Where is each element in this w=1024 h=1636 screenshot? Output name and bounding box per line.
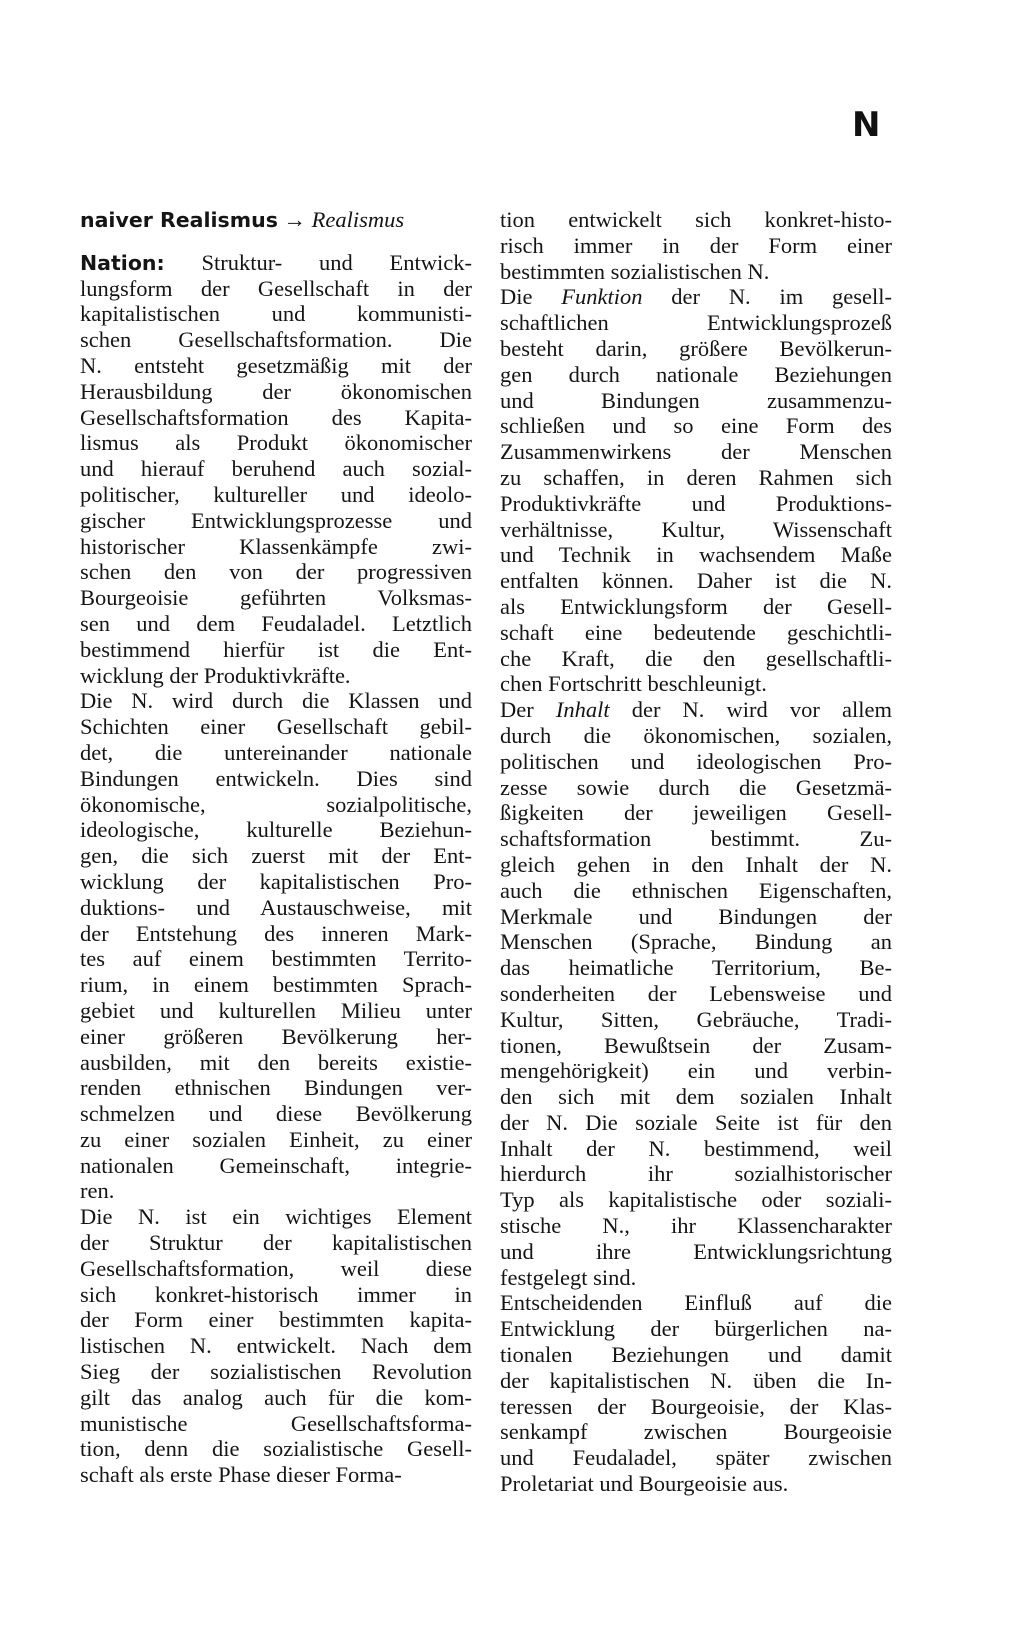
text-segment: gen durch nationale Beziehungen <box>500 361 892 387</box>
text-segment: Gesellschaftsformation, weil diese <box>80 1255 472 1281</box>
left-text-line <box>80 1256 472 1282</box>
text-segment: besteht darin, größere Bevölkerun- <box>500 335 892 361</box>
text-segment: Der <box>500 697 556 723</box>
text-segment: das heimatliche Territorium, Be- <box>500 955 892 981</box>
text-segment: schen Gesellschaftsformation. Die <box>80 327 472 353</box>
right-text-line <box>500 1058 892 1084</box>
right-text-line <box>500 723 892 749</box>
text-segment: gleich gehen in den Inhalt der N. <box>500 851 892 877</box>
text-segment: der kapitalistischen N. üben die In- <box>500 1367 892 1393</box>
left-text-line <box>80 688 472 714</box>
emphasized-term: Inhalt <box>555 697 610 723</box>
text-segment: mengehörigkeit) ein und verbin- <box>500 1058 892 1084</box>
text-segment: senkampf zwischen Bourgeoisie <box>500 1419 892 1445</box>
right-text-line <box>500 1161 892 1187</box>
left-text-line <box>80 792 472 818</box>
text-segment: ausbilden, mit den bereits existie- <box>80 1049 472 1075</box>
left-text-line <box>80 276 472 302</box>
text-segment: auch die ethnischen Eigenschaften, <box>500 877 892 903</box>
text-segment: tion entwickelt sich konkret-histo- <box>500 207 892 232</box>
left-text-line <box>80 1385 472 1411</box>
text-segment: und ihre Entwicklungsrichtung <box>500 1238 892 1264</box>
left-text-line <box>80 430 472 456</box>
text-segment: bestimmend hierfür ist die Ent- <box>80 636 472 662</box>
text-segment: zu schaffen, in deren Rahmen sich <box>500 464 892 490</box>
right-text-line <box>500 233 892 259</box>
entry-spacer <box>80 233 472 250</box>
right-text-line <box>500 826 892 852</box>
text-segment: historischer Klassenkämpfe zwi- <box>80 533 472 559</box>
left-text-line <box>80 740 472 766</box>
right-text-line <box>500 542 892 568</box>
text-segment: schließen und so eine Form des <box>500 413 892 439</box>
right-text-line <box>500 904 892 930</box>
text-segment: Zusammenwirkens der Menschen <box>500 439 892 465</box>
right-text-line <box>500 1213 892 1239</box>
left-text-line <box>80 1230 472 1256</box>
section-letter: N <box>852 105 881 145</box>
text-segment: Typ als kapitalistische oder soziali- <box>500 1187 892 1213</box>
right-text-line <box>500 1007 892 1033</box>
text-segment: festgelegt sind. <box>500 1264 637 1290</box>
text-segment: Menschen (Sprache, Bindung an <box>500 929 892 955</box>
emphasized-term: Funktion <box>561 284 643 310</box>
right-text-line <box>500 259 892 285</box>
left-text-line <box>80 405 472 431</box>
right-text-line <box>500 981 892 1007</box>
text-segment: gilt das analog auch für die kom- <box>80 1384 472 1410</box>
text-segment: der Form einer bestimmten kapita- <box>80 1307 472 1333</box>
text-segment: Die N. wird durch die Klassen und <box>80 688 472 714</box>
text-segment: politischer, kultureller und ideolo- <box>80 481 472 507</box>
text-segment: wicklung der kapitalistischen Pro- <box>80 868 472 894</box>
left-text-line <box>80 1411 472 1437</box>
left-text-line <box>80 250 472 276</box>
left-text-line <box>80 379 472 405</box>
text-segment: tionen, Bewußtsein der Zusam- <box>500 1032 892 1058</box>
right-text-line <box>500 413 892 439</box>
right-text-line <box>500 362 892 388</box>
text-segment: schaft eine bedeutende geschichtli- <box>500 619 892 645</box>
text-segment: Schichten einer Gesellschaft gebil- <box>80 714 472 740</box>
text-segment: schen den von der progressiven <box>80 559 472 585</box>
right-text-line <box>500 955 892 981</box>
left-text-line <box>80 843 472 869</box>
right-text-line <box>500 671 892 697</box>
text-segment: Bourgeoisie geführten Volksmas- <box>80 585 472 611</box>
text-segment: als Entwicklungsform der Gesell- <box>500 593 892 619</box>
text-segment: chen Fortschritt beschleunigt. <box>500 671 767 697</box>
right-text-line <box>500 697 892 723</box>
left-text-line <box>80 972 472 998</box>
text-segment: der Struktur der kapitalistischen <box>80 1230 472 1256</box>
left-text-line <box>80 1359 472 1385</box>
text-segment: Die N. ist ein wichtiges Element <box>80 1204 472 1230</box>
right-text-line <box>500 1187 892 1213</box>
text-segment: rium, in einem bestimmten Sprach- <box>80 972 472 998</box>
left-text-line <box>80 585 472 611</box>
left-text-line <box>80 663 472 689</box>
text-segment: lismus als Produkt ökonomischer <box>80 430 472 456</box>
left-text-line <box>80 817 472 843</box>
text-segment: den sich mit dem sozialen Inhalt <box>500 1084 892 1110</box>
text-segment: ideologische, kulturelle Beziehun- <box>80 817 472 843</box>
text-segment: zesse sowie durch die Gesetzmä- <box>500 774 892 800</box>
text-segment: N. entsteht gesetzmäßig mit der <box>80 352 472 378</box>
left-text-line <box>80 456 472 482</box>
text-segment: tes auf einem bestimmten Territo- <box>80 946 472 972</box>
text-segment: ßigkeiten der jeweiligen Gesell- <box>500 800 892 826</box>
text-segment: ökonomische, sozialpolitische, <box>80 791 472 817</box>
left-text-line <box>80 921 472 947</box>
left-text-line <box>80 353 472 379</box>
text-segment: der Entstehung des inneren Mark- <box>80 920 472 946</box>
text-segment: und Technik in wachsendem Maße <box>500 542 892 568</box>
entry-nation-body-continued <box>500 207 892 1497</box>
text-segment: Produktivkräfte und Produktions- <box>500 490 892 516</box>
right-text-line <box>500 388 892 414</box>
text-segment: Inhalt der N. bestimmend, weil <box>500 1135 892 1161</box>
left-text-line <box>80 1204 472 1230</box>
left-column <box>80 207 472 1488</box>
text-segment: gischer Entwicklungsprozesse und <box>80 507 472 533</box>
text-segment: bestimmten sozialistischen N. <box>500 258 770 284</box>
right-text-line <box>500 878 892 904</box>
text-segment: der N. im gesell- <box>642 284 892 310</box>
text-segment: der N. Die soziale Seite ist für den <box>500 1109 892 1135</box>
right-text-line <box>500 1394 892 1420</box>
text-segment: lungsform der Gesellschaft in der <box>80 275 472 301</box>
right-text-line <box>500 1239 892 1265</box>
right-text-line <box>500 491 892 517</box>
text-segment: che Kraft, die den gesellschaftli- <box>500 645 892 671</box>
right-text-line <box>500 284 892 310</box>
right-text-line <box>500 800 892 826</box>
right-text-line <box>500 594 892 620</box>
right-text-line <box>500 646 892 672</box>
left-text-line <box>80 1050 472 1076</box>
text-segment: nationalen Gemeinschaft, integrie- <box>80 1152 472 1178</box>
text-segment: schaft als erste Phase dieser Forma- <box>80 1462 402 1488</box>
cross-reference-arrow: → <box>283 207 307 232</box>
text-segment: und hierauf beruhend auch sozial- <box>80 456 472 482</box>
right-text-line <box>500 517 892 543</box>
entry-term: naiver Realismus <box>80 208 278 232</box>
text-segment: einer größeren Bevölkerung her- <box>80 1023 472 1049</box>
left-text-line <box>80 1024 472 1050</box>
text-segment: schmelzen und diese Bevölkerung <box>80 1101 472 1127</box>
text-segment: det, die untereinander nationale <box>80 739 472 765</box>
text-segment: verhältnisse, Kultur, Wissenschaft <box>500 516 892 542</box>
text-segment: schaftlichen Entwicklungsprozeß <box>500 310 892 336</box>
right-text-line <box>500 465 892 491</box>
text-segment: duktions- und Austauschweise, mit <box>80 894 472 920</box>
text-segment: stische N., ihr Klassencharakter <box>500 1213 892 1239</box>
text-segment: und Bindungen zusammenzu- <box>500 387 892 413</box>
text-segment: Gesellschaftsformation des Kapita- <box>80 404 472 430</box>
text-segment: wicklung der Produktivkräfte. <box>80 662 351 688</box>
right-text-line <box>500 1110 892 1136</box>
text-segment: teressen der Bourgeoisie, der Klas- <box>500 1393 892 1419</box>
right-column <box>500 207 892 1497</box>
text-segment: risch immer in der Form einer <box>500 232 892 258</box>
text-segment: gen, die sich zuerst mit der Ent- <box>80 843 472 869</box>
right-text-line <box>500 775 892 801</box>
text-segment: hierdurch ihr sozialhistorischer <box>500 1161 892 1187</box>
text-segment: Proletariat und Bourgeoisie aus. <box>500 1471 789 1497</box>
right-text-line <box>500 1084 892 1110</box>
right-text-line <box>500 929 892 955</box>
left-text-line <box>80 1127 472 1153</box>
left-text-line <box>80 559 472 585</box>
left-text-line <box>80 1178 472 1204</box>
left-text-line <box>80 766 472 792</box>
text-segment: Herausbildung der ökonomischen <box>80 378 472 404</box>
left-text-line <box>80 534 472 560</box>
text-segment: Kultur, Sitten, Gebräuche, Tradi- <box>500 1006 892 1032</box>
text-segment: sen und dem Feudaladel. Letztlich <box>80 610 472 636</box>
right-text-line <box>500 620 892 646</box>
right-text-line <box>500 568 892 594</box>
right-text-line <box>500 1342 892 1368</box>
text-segment: Merkmale und Bindungen der <box>500 903 892 929</box>
left-text-line <box>80 482 472 508</box>
left-text-line <box>80 1101 472 1127</box>
text-segment: ren. <box>80 1178 115 1204</box>
left-text-line <box>80 508 472 534</box>
left-text-line <box>80 1153 472 1179</box>
text-segment: tionalen Beziehungen und damit <box>500 1342 892 1368</box>
text-segment: Bindungen entwickeln. Dies sind <box>80 765 472 791</box>
text-segment: durch die ökonomischen, sozialen, <box>500 722 892 748</box>
left-text-line <box>80 327 472 353</box>
left-text-line <box>80 1307 472 1333</box>
text-segment: kapitalistischen und kommunisti- <box>80 301 472 327</box>
right-text-line <box>500 1419 892 1445</box>
text-segment: sonderheiten der Lebensweise und <box>500 980 892 1006</box>
right-text-line <box>500 207 892 233</box>
left-text-line <box>80 714 472 740</box>
left-text-line <box>80 637 472 663</box>
left-text-line <box>80 895 472 921</box>
entry-term: Nation: <box>80 250 165 275</box>
left-text-line <box>80 1075 472 1101</box>
right-text-line <box>500 1471 892 1497</box>
right-text-line <box>500 439 892 465</box>
left-text-line <box>80 1333 472 1359</box>
text-segment: munistische Gesellschaftsforma- <box>80 1410 472 1436</box>
right-text-line <box>500 1136 892 1162</box>
text-segment: renden ethnischen Bindungen ver- <box>80 1075 472 1101</box>
entry-nation-body <box>80 250 472 1488</box>
text-segment: schaftsformation bestimmt. Zu- <box>500 826 892 852</box>
left-text-line <box>80 1282 472 1308</box>
left-text-line <box>80 998 472 1024</box>
text-segment: listischen N. entwickelt. Nach dem <box>80 1333 472 1359</box>
right-text-line <box>500 310 892 336</box>
right-text-line <box>500 1445 892 1471</box>
right-text-line <box>500 1265 892 1291</box>
left-text-line <box>80 611 472 637</box>
text-segment: sich konkret-historisch immer in <box>80 1281 472 1307</box>
left-text-line <box>80 946 472 972</box>
text-segment: tion, denn die sozialistische Gesell- <box>80 1436 472 1462</box>
text-segment: der N. wird vor allem <box>609 697 892 723</box>
text-segment: Struktur- und Entwick- <box>201 249 472 275</box>
right-text-line <box>500 336 892 362</box>
right-text-line <box>500 1316 892 1342</box>
left-text-line <box>80 301 472 327</box>
right-text-line <box>500 852 892 878</box>
text-segment: Entwicklung der bürgerlichen na- <box>500 1316 892 1342</box>
right-text-line <box>500 1368 892 1394</box>
right-text-line <box>500 749 892 775</box>
left-text-line <box>80 1462 472 1488</box>
cross-reference-target: Realismus <box>311 207 405 232</box>
text-segment: Die <box>500 284 562 310</box>
entry-naiver-realismus <box>80 207 472 233</box>
text-segment: gebiet und kulturellen Milieu unter <box>80 997 472 1023</box>
right-text-line <box>500 1290 892 1316</box>
text-segment: politischen und ideologischen Pro- <box>500 748 892 774</box>
left-text-line <box>80 1436 472 1462</box>
text-segment: Entscheidenden Einfluß auf die <box>500 1290 892 1316</box>
text-segment: entfalten können. Daher ist die N. <box>500 568 892 594</box>
text-segment: zu einer sozialen Einheit, zu einer <box>80 1126 472 1152</box>
right-text-line <box>500 1033 892 1059</box>
text-segment: Sieg der sozialistischen Revolution <box>80 1359 472 1385</box>
left-text-line <box>80 869 472 895</box>
text-segment: und Feudaladel, später zwischen <box>500 1445 892 1471</box>
